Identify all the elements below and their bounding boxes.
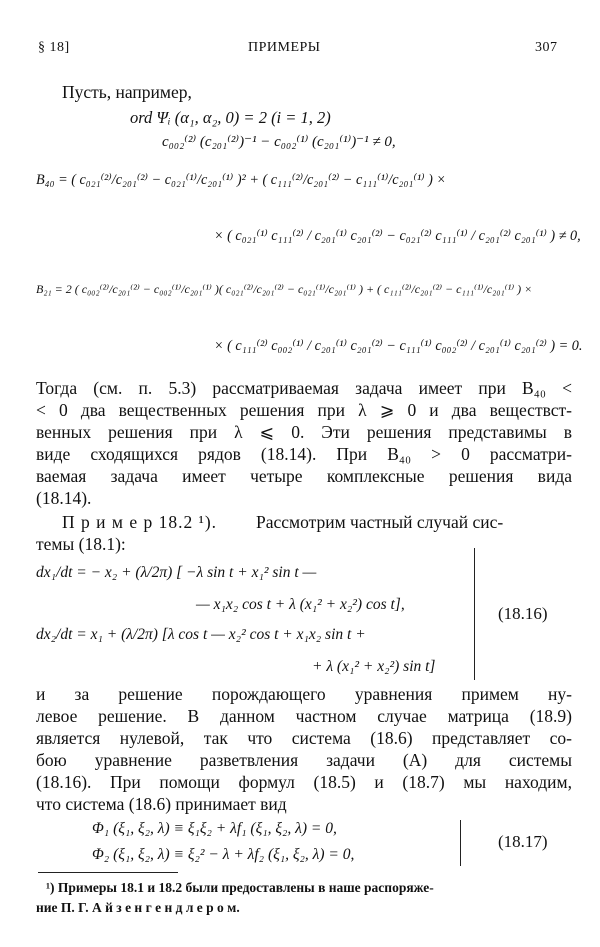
- footnote-rule: [38, 872, 178, 873]
- system-18-16-brace: [466, 548, 475, 680]
- footnote-line-1: ¹) Примеры 18.1 и 18.2 были предоставлены в наше распоряже-: [46, 880, 434, 895]
- paragraph-1-line-4: виде сходящихся рядов (18.14). При B₄₀ > 0 рассматри-: [36, 444, 572, 464]
- b21-formula-line2: × ( c₁₁₁⁽²⁾ c₀₀₂⁽¹⁾ / c₂₀₁⁽¹⁾ c₂₀₁⁽²⁾ − c₁₁₁⁽¹⁾ c₀₀₂⁽²⁾ / c₂₀₁⁽¹⁾ c₂₀₁⁽²⁾ ) = 0.: [214, 338, 583, 354]
- footnote-line-2: ние П. Г. А й з е н г е н д л е р о м.: [36, 900, 240, 915]
- paragraph-1-line-3: венных решения при λ ⩽ 0. Эти решения представимы в: [36, 422, 572, 442]
- paragraph-1-line-6: (18.14).: [36, 488, 92, 508]
- paragraph-3-line-4: бою уравнение разветвления задачи (A) для системы: [36, 750, 572, 770]
- coefficient-condition: c₀₀₂⁽²⁾ (c₂₀₁⁽²⁾)⁻¹ − c₀₀₂⁽¹⁾ (c₂₀₁⁽¹⁾)⁻¹ ≠ 0,: [162, 134, 396, 150]
- paragraph-1-line-2: < 0 два вещественных решения при λ ⩾ 0 и два веществст-: [36, 400, 572, 420]
- paragraph-3-line-3: является нулевой, так что система (18.6) представляет со-: [36, 728, 572, 748]
- ord-condition: ord Ψᵢ (α₁, α₂, 0) = 2 (i = 1, 2): [130, 108, 331, 127]
- running-title: ПРИМЕРЫ: [248, 40, 321, 55]
- system-18-16-line2: — x₁x₂ cos t + λ (x₁² + x₂²) cos t],: [196, 596, 405, 613]
- paragraph-2-line-2: темы (18.1):: [36, 534, 126, 554]
- paragraph-1-line-5: ваемая задача имеет четыре комплексные решения вида: [36, 466, 572, 486]
- intro-text: Пусть, например,: [62, 82, 192, 102]
- system-18-17-line2: Φ₂ (ξ₁, ξ₂, λ) ≡ ξ₂² − λ + λf₂ (ξ₁, ξ₂, λ) = 0,: [92, 846, 355, 863]
- b21-formula-line1: B₂₁ = 2 ( c₀₀₂⁽²⁾/c₂₀₁⁽²⁾ − c₀₀₂⁽¹⁾/c₂₀₁⁽¹⁾ )( c₀₂₁⁽²⁾/c₂₀₁⁽²⁾ − c₀₂₁⁽¹⁾/c₂₀₁⁽¹⁾ ) + ( c₁₁₁⁽²⁾/c₂₀₁⁽²⁾ − c₁₁₁⁽¹⁾/c₂₀₁⁽¹⁾ ) ×: [36, 282, 533, 296]
- paragraph-3-line-5: (18.16). При помощи формул (18.5) и (18.7) мы находим,: [36, 772, 572, 792]
- paragraph-3-line-1: и за решение порождающего уравнения примем ну-: [36, 684, 572, 704]
- b40-formula-line2: × ( c₀₂₁⁽¹⁾ c₁₁₁⁽²⁾ / c₂₀₁⁽¹⁾ c₂₀₁⁽²⁾ − c₀₂₁⁽²⁾ c₁₁₁⁽¹⁾ / c₂₀₁⁽²⁾ c₂₀₁⁽¹⁾ ) ≠ 0,: [214, 228, 581, 244]
- system-18-16-line1: dx₁/dt = − x₂ + (λ/2π) [ −λ sin t + x₁² sin t —: [36, 564, 317, 581]
- system-18-17-brace: [452, 820, 461, 866]
- section-marker: § 18]: [38, 40, 70, 55]
- page-number: 307: [535, 40, 558, 55]
- equation-number-18-17: (18.17): [498, 832, 548, 851]
- paragraph-3-line-6: что система (18.6) принимает вид: [36, 794, 287, 814]
- system-18-16-line4: + λ (x₁² + x₂²) sin t]: [312, 658, 436, 675]
- system-18-16-line3: dx₂/dt = x₁ + (λ/2π) [λ cos t — x₂² cos t + x₁x₂ sin t +: [36, 626, 366, 643]
- paragraph-2-line-1: Рассмотрим частный случай сис-: [256, 512, 504, 532]
- b40-formula-line1: B₄₀ = ( c₀₂₁⁽²⁾/c₂₀₁⁽²⁾ − c₀₂₁⁽¹⁾/c₂₀₁⁽¹⁾ )² + ( c₁₁₁⁽²⁾/c₂₀₁⁽²⁾ − c₁₁₁⁽¹⁾/c₂₀₁⁽¹⁾ ) ×: [36, 172, 446, 188]
- system-18-17-line1: Φ₁ (ξ₁, ξ₂, λ) ≡ ξ₁ξ₂ + λf₁ (ξ₁, ξ₂, λ) = 0,: [92, 820, 337, 837]
- equation-number-18-16: (18.16): [498, 604, 548, 623]
- paragraph-1-line-1: Тогда (см. п. 5.3) рассматриваемая задача имеет при B₄₀ <: [36, 378, 572, 398]
- paragraph-3-line-2: левое решение. В данном частном случае матрица (18.9): [36, 706, 572, 726]
- example-heading: П р и м е р 18.2 ¹).: [62, 512, 218, 532]
